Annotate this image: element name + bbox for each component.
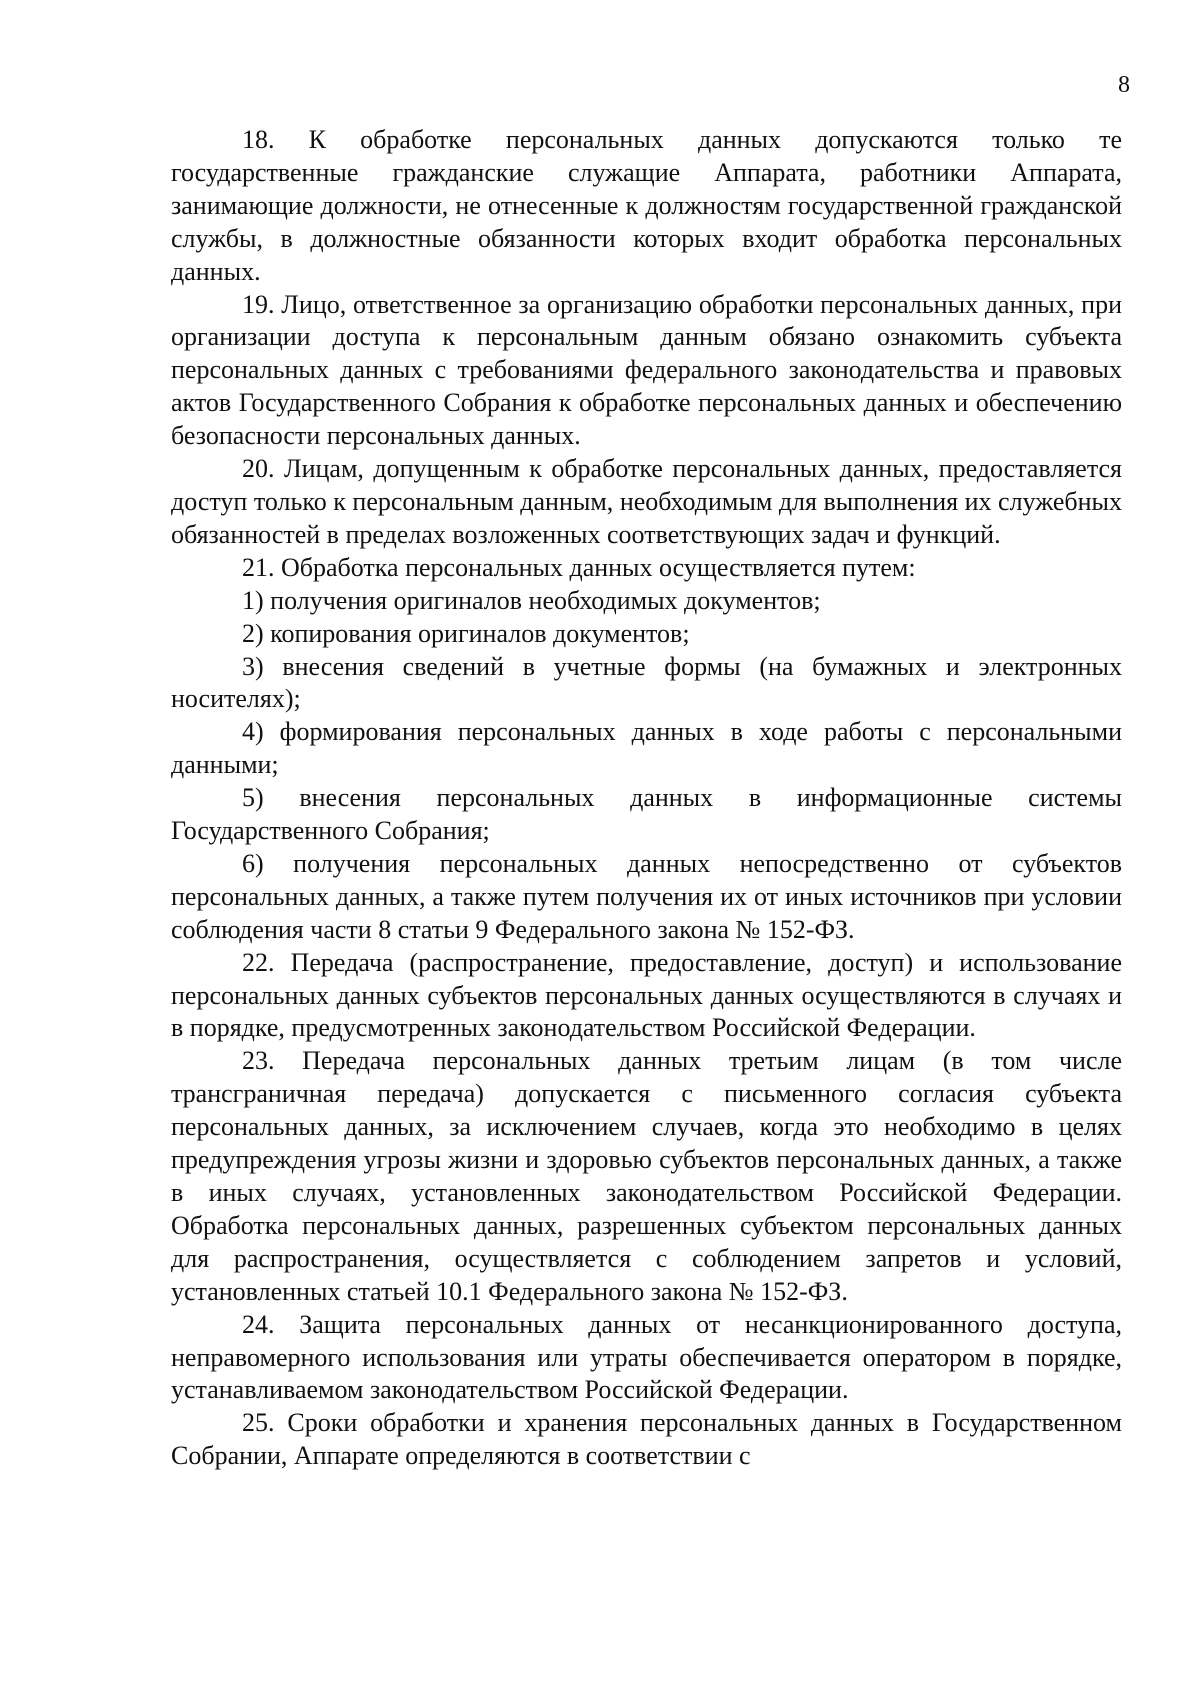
list-item-1: 1) получения оригиналов необходимых документов; [242, 585, 821, 615]
list-item-5: 5) внесения персональных данных в информационные системы Государственного Собрания; [171, 783, 1122, 846]
paragraph-25: 25. Сроки обработки и хранения персональных данных в Государственном Собрании, Аппарате определяются в соответствии с [171, 1408, 1122, 1471]
paragraph-24: 24. Защита персональных данных от несанкционированного доступа, неправомерного использования или утраты обеспечивается оператором в порядке, устанавливаемом законодательством Российской Федерации. [171, 1309, 1122, 1405]
paragraph-19: 19. Лицо, ответственное за организацию обработки персональных данных, при организации доступа к персональным данным обязано ознакомить субъекта персональных данных с требованиями федерального законодательства и правовых актов Государственного Собрания к обработке персональных данных и обеспечению безопасности персональных данных. [171, 289, 1122, 451]
list-item-4: 4) формирования персональных данных в ходе работы с персональными данными; [171, 717, 1122, 780]
paragraph-21: 21. Обработка персональных данных осуществляется путем: [242, 552, 916, 582]
paragraph-18: 18. К обработке персональных данных допускаются только те государственные гражданские служащие Аппарата, работники Аппарата, занимающие должности, не отнесенные к должностям государственной гражданской службы, в должностные обязанности которых входит обработка персональных данных. [171, 125, 1122, 286]
list-item-6: 6) получения персональных данных непосредственно от субъектов персональных данных, а также путем получения их от иных источников при условии соблюдения части 8 статьи 9 Федерального закона № 152-ФЗ. [171, 848, 1122, 944]
document-body [171, 124, 1122, 1473]
list-item-3: 3) внесения сведений в учетные формы (на бумажных и электронных носителях); [171, 651, 1122, 714]
paragraph-20: 20. Лицам, допущенным к обработке персональных данных, предоставляется доступ только к персональным данным, необходимым для выполнения их служебных обязанностей в пределах возложенных соответствующих задач и функций. [171, 454, 1122, 549]
page-number: 8 [1118, 72, 1130, 98]
paragraph-23: 23. Передача персональных данных третьим лицам (в том числе трансграничная передача) допускается с письменного согласия субъекта персональных данных, за исключением случаев, когда это необходимо в целях предупреждения угрозы жизни и здоровью субъектов персональных данных, а также в иных случаях, установленных законодательством Российской Федерации. Обработка персональных данных, разрешенных субъектом персональных данных для распространения, осуществляется с соблюдением запретов и условий, установленных статьей 10.1 Федерального закона № 152-ФЗ. [171, 1046, 1122, 1306]
list-item-2: 2) копирования оригиналов документов; [242, 618, 690, 648]
paragraph-22: 22. Передача (распространение, предоставление, доступ) и использование персональных данных субъектов персональных данных осуществляются в случаях и в порядке, предусмотренных законодательством Российской Федерации. [171, 947, 1122, 1043]
